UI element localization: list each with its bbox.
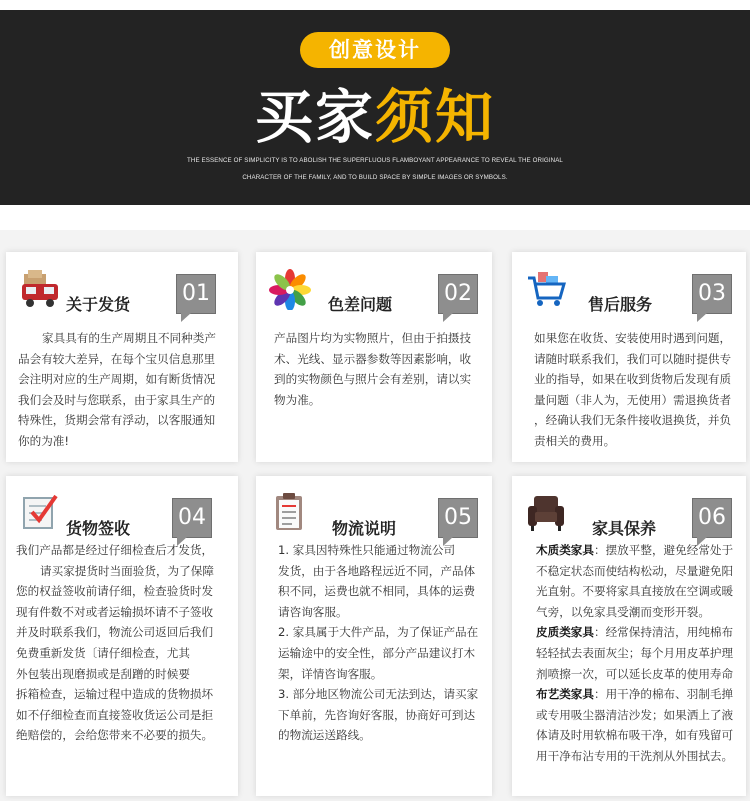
text-line: 运输途中的安全性，部分产品建议打木 — [278, 645, 476, 660]
text-line: 品会有较大差异，在每个宝贝信息那里 — [18, 351, 216, 366]
checklist-icon — [18, 490, 62, 534]
text-line: 布艺类家具：用干净的棉布、羽制毛掸 — [536, 687, 734, 702]
text-line: 请随时联系我们，我们可以随时提供专 — [534, 351, 732, 366]
text-line: 到的实物颜色与照片会有差别，请以实 — [274, 372, 472, 387]
text-line: 木质类家具：摆放平整，避免经常处于 — [536, 543, 734, 557]
category-pill: 创意设计 — [300, 32, 450, 68]
text-line: 物为准。 — [274, 392, 321, 407]
text-line: 绝赔偿的，会给您带来不必要的损失。 — [16, 728, 214, 743]
text-line: 我们会及时与您联系，由于家具生产的 — [18, 392, 216, 407]
text-line: 请咨询客服。 — [278, 604, 348, 619]
text-line: 或专用吸尘器清洁沙发；如果洒上了液 — [536, 707, 734, 722]
clipboard-icon — [268, 490, 312, 534]
card-title: 关于发货 — [66, 295, 131, 314]
text-line: 请买家提货时当面验货，为了保障 — [40, 563, 214, 578]
card-number-badge: 03 — [692, 274, 732, 314]
card-color-difference — [256, 252, 492, 462]
text-line: 免费重新发货〔请仔细检查，尤其 — [16, 645, 190, 660]
text-line: 我们产品都是经过仔细检查后才发货， — [16, 543, 214, 557]
shopping-cart-icon — [524, 266, 568, 310]
text-line: 轻轻拭去表面灰尘；每个月用皮革护理 — [536, 645, 734, 660]
text-line: 下单前，先咨询好客服，协商好可到达 — [278, 707, 476, 722]
text-line: 发货，由于各地路程远近不同，产品体 — [278, 563, 476, 578]
delivery-truck-icon — [18, 266, 62, 310]
card-receipt — [6, 476, 238, 796]
header-banner — [0, 10, 750, 205]
text-line: 术、光线、显示器参数等因素影响，收 — [274, 351, 472, 366]
text-line: ，经确认我们无条件接收退换货，并负 — [534, 413, 732, 428]
card-body — [536, 540, 733, 767]
tagline-line-2: CHARACTER OF THE FAMILY, AND TO BUILD SPACE BY SIMPLE IMAGES OR SYMBOLS. — [242, 174, 508, 181]
text-line: 如果您在收货、安装使用时遇到问题， — [534, 331, 732, 345]
color-palette-icon — [268, 266, 312, 310]
text-line: 气旁，以免家具受潮而变形开裂。 — [536, 604, 710, 619]
card-number-badge: 06 — [692, 498, 732, 538]
text-line: 并及时联系我们，物流公司返回后我们 — [16, 625, 214, 640]
card-maintenance — [512, 476, 746, 796]
text-line: 业的指导，如果在收到货物后发现有质 — [534, 372, 732, 387]
text-line: 不稳定状态而使结构松动，尽量避免阳 — [536, 563, 734, 578]
armchair-icon — [524, 490, 568, 534]
text-line: 家具具有的生产周期且不同种类产 — [42, 331, 216, 345]
card-body — [274, 328, 471, 410]
text-line: 产品图片均为实物照片，但由于拍摄技 — [274, 331, 472, 345]
card-number-badge: 05 — [438, 498, 478, 538]
text-line: 用干净布沾专用的干洗剂从外围拭去。 — [536, 748, 734, 763]
text-line: 光直射。不要将家具直接放在空调或暖 — [536, 584, 734, 599]
text-line: 的物流运送路线。 — [278, 728, 371, 743]
section-label: 布艺类家具 — [536, 687, 594, 702]
card-title: 售后服务 — [588, 295, 653, 314]
card-number-badge: 01 — [176, 274, 216, 314]
notice-grid — [0, 230, 750, 801]
text-line: 2. 家具属于大件产品，为了保证产品在 — [278, 625, 479, 640]
card-title: 物流说明 — [332, 519, 397, 538]
text-line: 您的权益签收前请仔细，检查验货时发 — [16, 584, 214, 599]
card-number-badge: 02 — [438, 274, 478, 314]
text-line: 责相关的费用。 — [534, 433, 616, 448]
card-logistics — [256, 476, 492, 796]
card-title: 色差问题 — [328, 295, 393, 314]
text-line: 特殊性，货期会常有浮动，以客服通知 — [18, 413, 216, 428]
text-line: 会注明对应的生产周期，如有断货情况 — [18, 372, 216, 387]
page-title — [0, 82, 750, 152]
card-after-sales — [512, 252, 746, 462]
card-shipping — [6, 252, 238, 462]
text-line: 3. 部分地区物流公司无法到达，请买家 — [278, 687, 479, 702]
card-body — [534, 328, 731, 452]
text-line: 你的为准! — [18, 433, 70, 448]
text-line: 拆箱检查，运输过程中造成的货物损坏 — [16, 687, 214, 702]
text-line: 积不同，运费也就不相同，具体的运费 — [278, 584, 476, 599]
card-number-badge: 04 — [172, 498, 212, 538]
text-line: 现有件数不对或者运输损坏请不子签收 — [16, 604, 214, 619]
tagline-line-1: THE ESSENCE OF SIMPLICITY IS TO ABOLISH THE SUPERFLUOUS FLAMBOYANT APPEARANCE TO REVEAL THE ORIGINAL — [187, 157, 563, 164]
section-label: 皮质类家具 — [536, 625, 594, 640]
text-line: 架，详情咨询客服。 — [278, 666, 383, 681]
card-body — [278, 540, 478, 746]
text-line: 外包装出现磨损或是刮蹭的时候要 — [16, 666, 190, 681]
card-body — [18, 328, 216, 452]
text-line: 体请及时用软棉布吸干净，如有残留可 — [536, 728, 734, 743]
section-label: 木质类家具 — [536, 543, 594, 557]
text-line: 1. 家具因特殊性只能通过物流公司 — [278, 543, 456, 557]
text-line: 剂喷擦一次，可以延长皮革的使用寿命 — [536, 666, 734, 681]
card-title: 货物签收 — [66, 519, 131, 538]
title-yellow-part: 须知 — [375, 83, 496, 151]
title-white-part: 买家 — [254, 83, 375, 151]
text-line: 皮质类家具：经常保持清洁，用纯棉布 — [536, 625, 734, 640]
card-title: 家具保养 — [592, 519, 657, 538]
text-line: 量问题（非人为，无使用）需退换货者 — [534, 392, 732, 407]
text-line: 如不仔细检查而直接签收货运公司是拒 — [16, 707, 214, 722]
card-body — [16, 540, 214, 746]
